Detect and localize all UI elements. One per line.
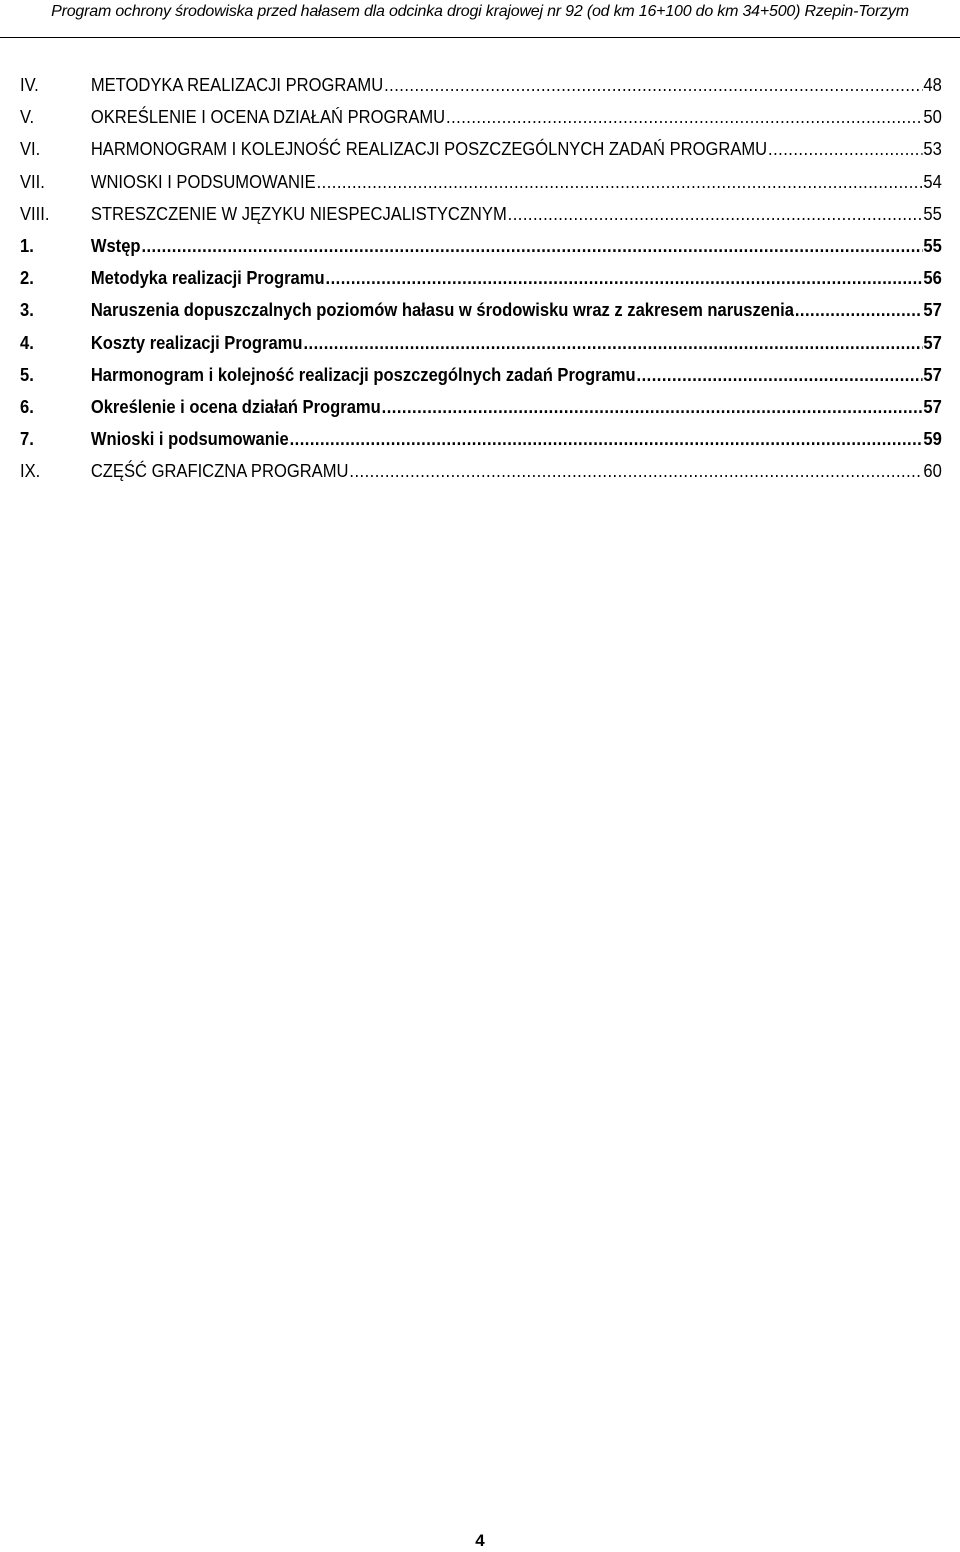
toc-dot-leader <box>303 332 922 354</box>
toc-entry-page: 57 <box>923 300 942 321</box>
page-number: 4 <box>475 1531 485 1550</box>
toc-entry[interactable] <box>20 455 942 487</box>
toc-entry[interactable] <box>20 423 942 455</box>
header-title: Program ochrony środowiska przed hałasem dla odcinka drogi krajowej nr 92 (od km 16+100 do km 34+500) Rzepin-Torzym <box>51 3 909 20</box>
toc-entry-title: Naruszenia dopuszczalnych poziomów hałasu w środowisku wraz z zakresem naruszenia <box>90 300 794 321</box>
toc-entry-page: 55 <box>923 203 942 224</box>
toc-entry-title: HARMONOGRAM I KOLEJNOŚĆ REALIZACJI POSZCZEGÓLNYCH ZADAŃ PROGRAMU <box>90 139 768 160</box>
toc-entry-title: Określenie i ocena działań Programu <box>90 396 381 417</box>
table-of-contents <box>20 69 942 487</box>
toc-entry-page: 57 <box>923 332 942 353</box>
toc-entry[interactable] <box>20 359 942 391</box>
toc-entry-number: VIII. <box>20 203 50 224</box>
toc-entry[interactable] <box>20 166 942 198</box>
toc-entry-number: V. <box>20 107 35 128</box>
toc-entry-title: STRESZCZENIE W JĘZYKU NIESPECJALISTYCZNYM <box>90 203 507 224</box>
toc-entry-page: 60 <box>923 461 942 482</box>
toc-entry-title: Wstęp <box>90 236 141 257</box>
toc-entry-number: 2. <box>20 268 34 289</box>
toc-entry-number: IX. <box>20 461 41 482</box>
toc-entry-page: 56 <box>923 268 942 289</box>
toc-entry[interactable] <box>20 230 942 262</box>
toc-dot-leader <box>349 460 922 482</box>
toc-entry[interactable] <box>20 294 942 326</box>
toc-dot-leader <box>141 235 922 257</box>
toc-dot-leader <box>446 106 922 128</box>
toc-entry-title: METODYKA REALIZACJI PROGRAMU <box>90 75 384 96</box>
toc-entry-page: 50 <box>923 107 942 128</box>
toc-dot-leader <box>768 138 922 160</box>
toc-entry-number: 5. <box>20 364 34 385</box>
toc-entry[interactable] <box>20 198 942 230</box>
toc-entry-title: Wnioski i podsumowanie <box>90 429 289 450</box>
toc-entry-page: 57 <box>923 364 942 385</box>
toc-entry-page: 53 <box>923 139 942 160</box>
toc-entry[interactable] <box>20 327 942 359</box>
toc-dot-leader <box>508 203 923 225</box>
toc-entry-number: VII. <box>20 171 45 192</box>
toc-dot-leader <box>637 364 923 386</box>
page-header <box>0 0 960 38</box>
toc-entry-title: Koszty realizacji Programu <box>90 332 303 353</box>
toc-entry-number: 3. <box>20 300 34 321</box>
toc-entry-page: 55 <box>923 236 942 257</box>
toc-entry[interactable] <box>20 101 942 133</box>
toc-dot-leader <box>382 396 923 418</box>
toc-entry[interactable] <box>20 262 942 294</box>
toc-entry[interactable] <box>20 69 942 101</box>
toc-entry-title: Metodyka realizacji Programu <box>90 268 325 289</box>
toc-entry-page: 48 <box>923 75 942 96</box>
toc-entry[interactable] <box>20 133 942 165</box>
toc-dot-leader <box>290 428 923 450</box>
toc-dot-leader <box>384 74 922 96</box>
toc-entry-title: OKREŚLENIE I OCENA DZIAŁAŃ PROGRAMU <box>90 107 446 128</box>
toc-entry-page: 59 <box>923 429 942 450</box>
toc-entry-title: Harmonogram i kolejność realizacji poszczególnych zadań Programu <box>90 364 636 385</box>
toc-entry-number: 6. <box>20 396 34 417</box>
toc-entry-number: 7. <box>20 429 34 450</box>
toc-entry-number: VI. <box>20 139 41 160</box>
toc-entry-title: CZĘŚĆ GRAFICZNA PROGRAMU <box>90 461 349 482</box>
toc-entry-title: WNIOSKI I PODSUMOWANIE <box>90 171 316 192</box>
toc-entry-number: 4. <box>20 332 34 353</box>
toc-entry-page: 57 <box>923 396 942 417</box>
toc-dot-leader <box>795 299 923 321</box>
toc-dot-leader <box>326 267 923 289</box>
toc-entry-number: 1. <box>20 236 34 257</box>
toc-entry-page: 54 <box>923 171 942 192</box>
toc-dot-leader <box>317 171 923 193</box>
toc-entry-number: IV. <box>20 75 39 96</box>
toc-entry[interactable] <box>20 391 942 423</box>
